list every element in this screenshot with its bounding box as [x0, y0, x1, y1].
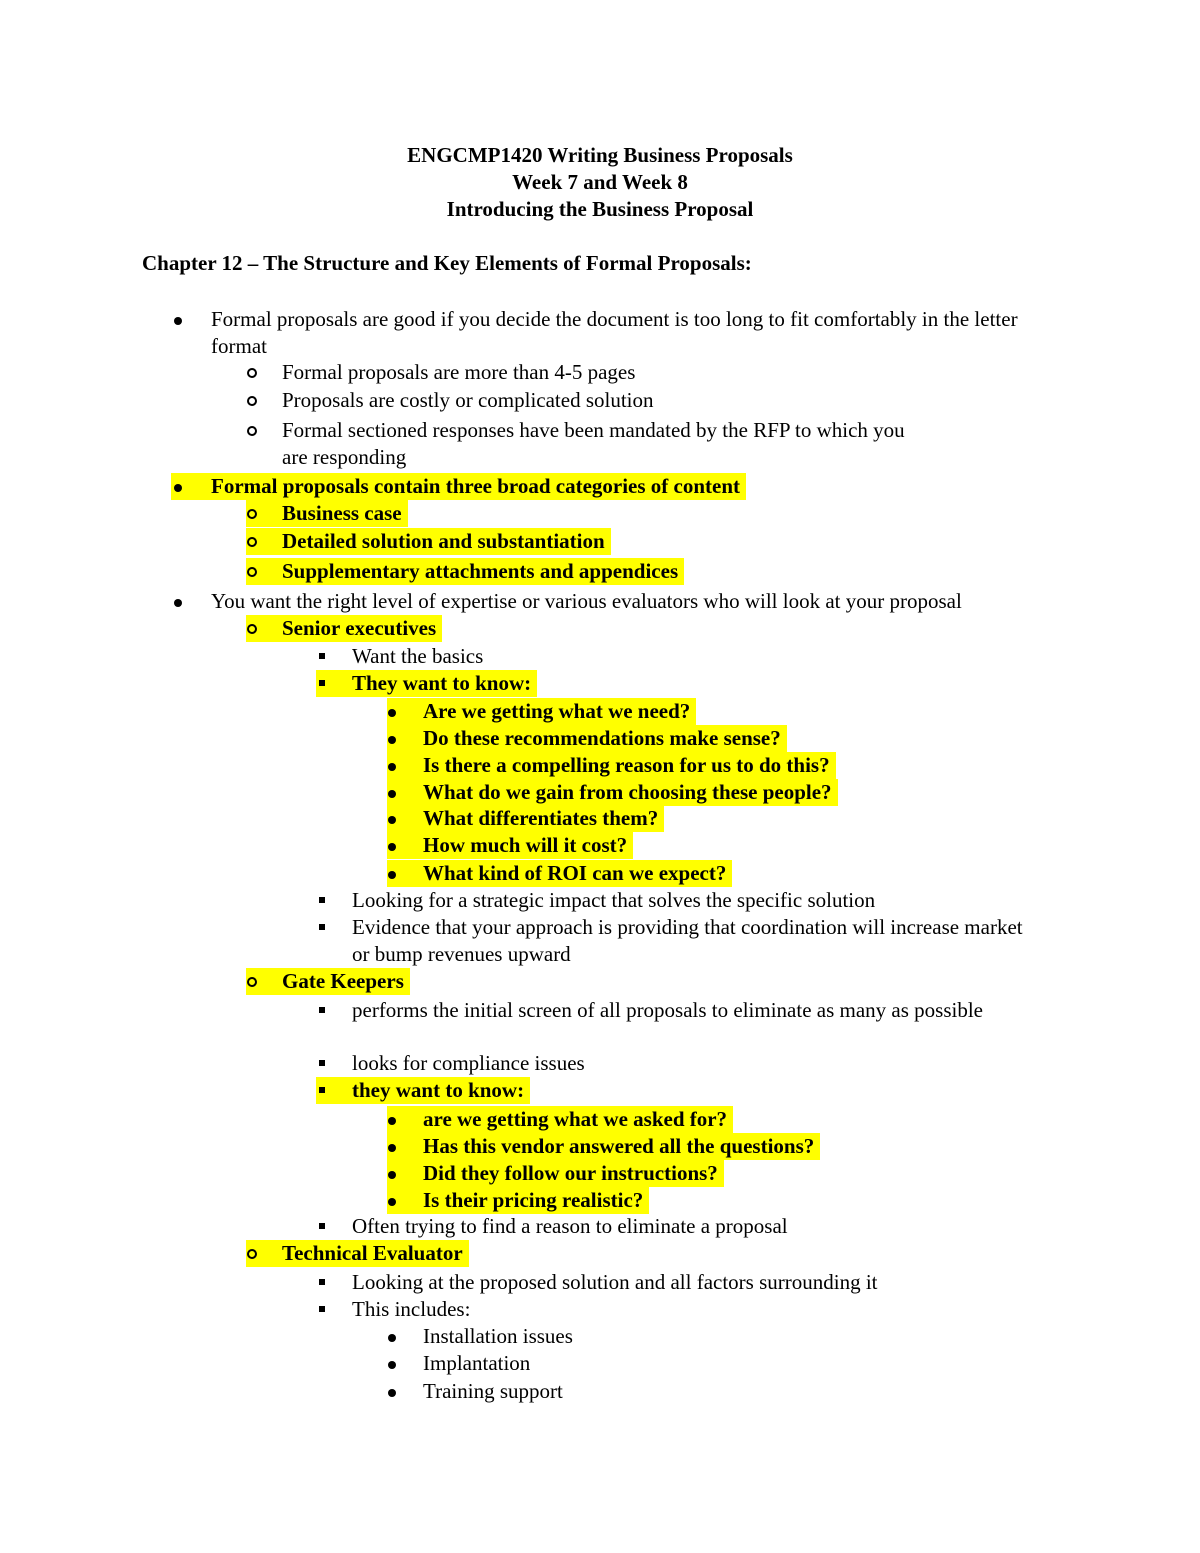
bullet-icon: [388, 790, 396, 798]
list-item-highlighted: Supplementary attachments and appendices: [282, 558, 684, 585]
list-item-highlighted: Did they follow our instructions?: [423, 1160, 724, 1187]
circle-bullet-icon: [247, 567, 257, 577]
list-item: Proposals are costly or complicated solution: [282, 387, 654, 414]
list-item: Want the basics: [352, 643, 483, 670]
chapter-heading: Chapter 12 – The Structure and Key Elements of Formal Proposals:: [142, 251, 752, 275]
circle-bullet-icon: [247, 509, 257, 519]
list-item-highlighted: What do we gain from choosing these people?: [423, 779, 838, 806]
square-bullet-icon: [319, 1279, 325, 1285]
bullet-icon: [388, 1334, 396, 1342]
circle-bullet-icon: [247, 1249, 257, 1259]
list-item: Looking at the proposed solution and all factors surrounding it: [352, 1269, 878, 1296]
list-item-highlighted: Formal proposals contain three broad categories of content: [211, 473, 746, 500]
list-item-highlighted: Detailed solution and substantiation: [282, 528, 611, 555]
list-item-highlighted: What kind of ROI can we expect?: [423, 860, 732, 887]
square-bullet-icon: [319, 1306, 325, 1312]
circle-bullet-icon: [247, 624, 257, 634]
bullet-icon: [388, 871, 396, 879]
list-item-highlighted: They want to know:: [352, 670, 537, 697]
list-item: Formal sectioned responses have been mandated by the RFP to which you are responding: [282, 417, 922, 471]
bullet-icon: [388, 1389, 396, 1397]
list-item: You want the right level of expertise or various evaluators who will look at your proposal: [211, 588, 962, 615]
list-item: Training support: [423, 1378, 563, 1405]
list-item-highlighted: Gate Keepers: [282, 968, 410, 995]
list-item: looks for compliance issues: [352, 1050, 585, 1077]
list-item: This includes:: [352, 1296, 470, 1323]
circle-bullet-icon: [247, 396, 257, 406]
list-item-highlighted: What differentiates them?: [423, 805, 664, 832]
bullet-icon: [388, 736, 396, 744]
circle-bullet-icon: [247, 426, 257, 436]
list-item-highlighted: Do these recommendations make sense?: [423, 725, 787, 752]
bullet-icon: [388, 763, 396, 771]
bullet-icon: [388, 816, 396, 824]
list-item-highlighted: Is their pricing realistic?: [423, 1187, 649, 1214]
topic-title: Introducing the Business Proposal: [446, 197, 754, 221]
square-bullet-icon: [319, 653, 325, 659]
circle-bullet-icon: [247, 537, 257, 547]
list-item: Formal proposals are good if you decide the document is too long to fit comfortably in the letter format: [211, 306, 1031, 360]
list-item-highlighted: Are we getting what we need?: [423, 698, 696, 725]
list-item: Often trying to find a reason to eliminate a proposal: [352, 1213, 788, 1240]
square-bullet-icon: [319, 924, 325, 930]
square-bullet-icon: [319, 680, 325, 686]
bullet-icon: [174, 484, 182, 492]
list-item: Looking for a strategic impact that solves the specific solution: [352, 887, 875, 914]
bullet-icon: [388, 709, 396, 717]
bullet-icon: [174, 599, 182, 607]
bullet-icon: [388, 843, 396, 851]
list-item-highlighted: Technical Evaluator: [282, 1240, 469, 1267]
list-item-highlighted: they want to know:: [352, 1077, 530, 1104]
week-label: Week 7 and Week 8: [512, 170, 688, 194]
list-item-highlighted: Senior executives: [282, 615, 442, 642]
square-bullet-icon: [319, 1087, 325, 1093]
list-item-highlighted: Has this vendor answered all the questions?: [423, 1133, 820, 1160]
square-bullet-icon: [319, 1060, 325, 1066]
course-title: ENGCMP1420 Writing Business Proposals: [407, 143, 793, 167]
circle-bullet-icon: [247, 977, 257, 987]
square-bullet-icon: [319, 897, 325, 903]
list-item-highlighted: are we getting what we asked for?: [423, 1106, 733, 1133]
list-item-highlighted: How much will it cost?: [423, 832, 633, 859]
list-item: Formal proposals are more than 4-5 pages: [282, 359, 635, 386]
circle-bullet-icon: [247, 368, 257, 378]
bullet-icon: [388, 1198, 396, 1206]
list-item: Installation issues: [423, 1323, 573, 1350]
bullet-icon: [388, 1171, 396, 1179]
bullet-icon: [174, 317, 182, 325]
list-item: performs the initial screen of all proposals to eliminate as many as possible: [352, 997, 992, 1024]
list-item: Evidence that your approach is providing that coordination will increase market or bump revenues upward: [352, 914, 1042, 968]
list-item-highlighted: Business case: [282, 500, 408, 527]
square-bullet-icon: [319, 1007, 325, 1013]
bullet-icon: [388, 1117, 396, 1125]
list-item: Implantation: [423, 1350, 530, 1377]
list-item-highlighted: Is there a compelling reason for us to do this?: [423, 752, 836, 779]
square-bullet-icon: [319, 1223, 325, 1229]
bullet-icon: [388, 1144, 396, 1152]
bullet-icon: [388, 1361, 396, 1369]
